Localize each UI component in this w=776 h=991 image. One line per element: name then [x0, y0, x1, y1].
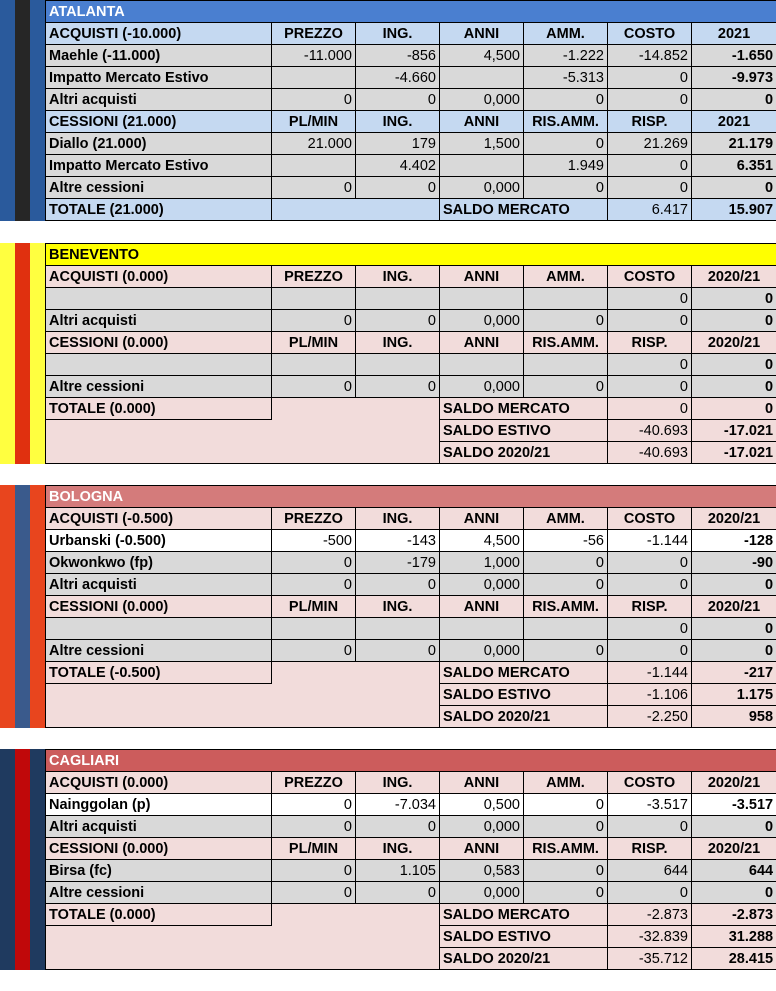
table-row: [46, 155, 776, 177]
column-header: 2020/21: [692, 596, 776, 618]
column-header: COSTO: [608, 23, 692, 45]
column-header: PREZZO: [272, 23, 356, 45]
cell: 0: [272, 376, 356, 398]
column-header: 2020/21: [692, 266, 776, 288]
column-header: PL/MIN: [272, 332, 356, 354]
cell: 0: [524, 376, 608, 398]
column-header: 2021: [692, 111, 776, 133]
cell: 0: [692, 618, 776, 640]
table-row: [46, 89, 776, 111]
table-row: [46, 177, 776, 199]
column-header: ING.: [356, 772, 440, 794]
cell: [440, 354, 524, 376]
column-header: AMM.: [524, 508, 608, 530]
saldo-label: SALDO MERCATO: [440, 398, 608, 420]
atalanta-table: [45, 0, 776, 221]
cell: 6.351: [692, 155, 776, 177]
column-header: ING.: [356, 596, 440, 618]
cell: 0: [356, 640, 440, 662]
cell: 0,000: [440, 640, 524, 662]
cell: 0: [692, 640, 776, 662]
cell: 179: [356, 133, 440, 155]
cell: 0: [692, 354, 776, 376]
row-label: Altre cessioni: [46, 882, 272, 904]
stripe: [0, 0, 15, 221]
total-label: TOTALE (21.000): [46, 199, 272, 221]
column-header: ANNI: [440, 596, 524, 618]
column-header: PL/MIN: [272, 838, 356, 860]
empty-cell: [272, 398, 440, 420]
cell: 0: [608, 882, 692, 904]
saldo-label: SALDO 2020/21: [440, 706, 608, 728]
cell: 0: [272, 574, 356, 596]
column-header: AMM.: [524, 23, 608, 45]
section-header: ACQUISTI (-10.000): [46, 23, 272, 45]
column-header: 2020/21: [692, 772, 776, 794]
cell: 0,000: [440, 816, 524, 838]
team-name: BOLOGNA: [46, 486, 776, 508]
total-label: TOTALE (-0.500): [46, 662, 272, 684]
stripe: [30, 749, 45, 970]
cell: [272, 354, 356, 376]
column-header: RISP.: [608, 332, 692, 354]
table-row: [46, 530, 776, 552]
column-header: AMM.: [524, 266, 608, 288]
saldo-label: SALDO 2020/21: [440, 442, 608, 464]
cell: 0: [692, 89, 776, 111]
row-label: [46, 288, 272, 310]
saldo-total: -2.873: [692, 904, 776, 926]
section-header: ACQUISTI (0.000): [46, 266, 272, 288]
cell: -500: [272, 530, 356, 552]
column-header: ING.: [356, 111, 440, 133]
row-label: [46, 354, 272, 376]
row-label: Impatto Mercato Estivo: [46, 155, 272, 177]
cell: -4.660: [356, 67, 440, 89]
saldo-label: SALDO ESTIVO: [440, 926, 608, 948]
cell: 0: [272, 177, 356, 199]
cell: [356, 288, 440, 310]
cell: 0: [608, 67, 692, 89]
stripe: [0, 485, 15, 728]
cell: 0: [272, 640, 356, 662]
table-row: [46, 574, 776, 596]
row-label: Altri acquisti: [46, 574, 272, 596]
column-header: COSTO: [608, 772, 692, 794]
table-row: [46, 794, 776, 816]
team-name: ATALANTA: [46, 1, 776, 23]
column-header: 2020/21: [692, 332, 776, 354]
section-header: CESSIONI (0.000): [46, 838, 272, 860]
table-row: [46, 640, 776, 662]
cell: 0: [524, 640, 608, 662]
cell: 0: [692, 882, 776, 904]
empty-cell: [272, 904, 440, 926]
section-header: CESSIONI (0.000): [46, 596, 272, 618]
cell: -856: [356, 45, 440, 67]
saldo-row: [46, 706, 776, 728]
bologna-table: [45, 485, 776, 728]
row-label: Altri acquisti: [46, 89, 272, 111]
cell: [440, 155, 524, 177]
cell: 0: [524, 89, 608, 111]
saldo-value: -40.693: [608, 442, 692, 464]
cell: 0: [356, 177, 440, 199]
row-label: Maehle (-11.000): [46, 45, 272, 67]
column-header: RIS.AMM.: [524, 332, 608, 354]
bologna-block: [0, 485, 776, 728]
row-label: [46, 618, 272, 640]
cell: 21.000: [272, 133, 356, 155]
cell: 0: [608, 288, 692, 310]
stripe: [15, 749, 30, 970]
table-row: [46, 133, 776, 155]
column-header: COSTO: [608, 508, 692, 530]
cell: 0: [608, 640, 692, 662]
cell: -179: [356, 552, 440, 574]
row-label: Nainggolan (p): [46, 794, 272, 816]
column-header: RISP.: [608, 111, 692, 133]
cell: -90: [692, 552, 776, 574]
stripe: [15, 243, 30, 464]
saldo-label: SALDO ESTIVO: [440, 420, 608, 442]
cell: -3.517: [692, 794, 776, 816]
cell: 0: [692, 288, 776, 310]
table-row: [46, 816, 776, 838]
cell: 0: [272, 310, 356, 332]
empty-cell: [272, 662, 440, 684]
column-header: RISP.: [608, 596, 692, 618]
saldo-total: -17.021: [692, 420, 776, 442]
saldo-value: -40.693: [608, 420, 692, 442]
cell: 21.179: [692, 133, 776, 155]
column-header: 2021: [692, 23, 776, 45]
cell: -56: [524, 530, 608, 552]
cell: 21.269: [608, 133, 692, 155]
cagliari-block: [0, 749, 776, 970]
saldo-label: SALDO MERCATO: [440, 199, 608, 221]
cell: 0: [356, 882, 440, 904]
team-name: CAGLIARI: [46, 750, 776, 772]
cell: [440, 67, 524, 89]
column-header: ANNI: [440, 838, 524, 860]
totals-row: [46, 662, 776, 684]
cell: 0: [608, 376, 692, 398]
table-row: [46, 376, 776, 398]
cell: [272, 67, 356, 89]
totals-row: [46, 199, 776, 221]
column-header: COSTO: [608, 266, 692, 288]
cell: 1,500: [440, 133, 524, 155]
cell: -128: [692, 530, 776, 552]
empty-cell: [46, 442, 440, 464]
cell: -9.973: [692, 67, 776, 89]
column-header: ANNI: [440, 111, 524, 133]
cell: [524, 354, 608, 376]
cell: 0: [524, 882, 608, 904]
column-header: ANNI: [440, 772, 524, 794]
column-header: PREZZO: [272, 508, 356, 530]
stripe: [30, 243, 45, 464]
cell: 644: [608, 860, 692, 882]
table-row: [46, 860, 776, 882]
cell: 0: [524, 177, 608, 199]
section-header: ACQUISTI (-0.500): [46, 508, 272, 530]
column-header: PL/MIN: [272, 111, 356, 133]
cell: -7.034: [356, 794, 440, 816]
cell: [524, 618, 608, 640]
row-label: Urbanski (-0.500): [46, 530, 272, 552]
empty-cell: [46, 948, 440, 970]
stripe: [30, 485, 45, 728]
cell: 0,500: [440, 794, 524, 816]
column-header: ANNI: [440, 266, 524, 288]
saldo-value: -2.250: [608, 706, 692, 728]
cell: 0: [608, 155, 692, 177]
saldo-row: [46, 420, 776, 442]
saldo-total: 958: [692, 706, 776, 728]
cell: 644: [692, 860, 776, 882]
row-label: Impatto Mercato Estivo: [46, 67, 272, 89]
saldo-row: [46, 684, 776, 706]
cell: -11.000: [272, 45, 356, 67]
cell: 0: [272, 860, 356, 882]
cell: 0: [608, 552, 692, 574]
cell: [272, 155, 356, 177]
cell: 0: [524, 310, 608, 332]
cell: 4.402: [356, 155, 440, 177]
cell: 0: [356, 376, 440, 398]
saldo-total: 1.175: [692, 684, 776, 706]
column-header: RIS.AMM.: [524, 111, 608, 133]
cell: 4,500: [440, 45, 524, 67]
cell: 0: [272, 794, 356, 816]
column-header: ANNI: [440, 332, 524, 354]
cell: 0: [356, 574, 440, 596]
cell: 0: [608, 310, 692, 332]
table-row: [46, 288, 776, 310]
totals-row: [46, 904, 776, 926]
cell: 0: [356, 816, 440, 838]
cell: [440, 288, 524, 310]
saldo-total: 0: [692, 398, 776, 420]
column-header: ING.: [356, 508, 440, 530]
section-header: CESSIONI (0.000): [46, 332, 272, 354]
total-label: TOTALE (0.000): [46, 904, 272, 926]
column-header: ING.: [356, 266, 440, 288]
cell: -143: [356, 530, 440, 552]
stripe: [0, 749, 15, 970]
stripe: [15, 485, 30, 728]
cell: 0: [356, 89, 440, 111]
section-header: CESSIONI (21.000): [46, 111, 272, 133]
cell: 0,000: [440, 574, 524, 596]
saldo-value: 0: [608, 398, 692, 420]
saldo-label: SALDO ESTIVO: [440, 684, 608, 706]
column-header: ING.: [356, 23, 440, 45]
column-header: RISP.: [608, 838, 692, 860]
saldo-row: [46, 442, 776, 464]
team-name: BENEVENTO: [46, 244, 776, 266]
benevento-table: [45, 243, 776, 464]
column-header: 2020/21: [692, 838, 776, 860]
row-label: Birsa (fc): [46, 860, 272, 882]
table-row: [46, 354, 776, 376]
stripe: [15, 0, 30, 221]
column-header: PL/MIN: [272, 596, 356, 618]
cell: 4,500: [440, 530, 524, 552]
cell: 0: [608, 177, 692, 199]
cell: [272, 288, 356, 310]
saldo-value: -32.839: [608, 926, 692, 948]
empty-cell: [272, 199, 440, 221]
cell: 0: [272, 816, 356, 838]
column-header: PREZZO: [272, 772, 356, 794]
table-row: [46, 45, 776, 67]
saldo-total: -217: [692, 662, 776, 684]
cell: -5.313: [524, 67, 608, 89]
saldo-row: [46, 926, 776, 948]
row-label: Diallo (21.000): [46, 133, 272, 155]
cell: 1.949: [524, 155, 608, 177]
stripe: [30, 0, 45, 221]
saldo-total: 15.907: [692, 199, 776, 221]
cell: 0: [524, 552, 608, 574]
cell: [356, 354, 440, 376]
saldo-value: -1.106: [608, 684, 692, 706]
column-header: 2020/21: [692, 508, 776, 530]
cell: 0: [524, 133, 608, 155]
cell: 0: [692, 376, 776, 398]
table-row: [46, 552, 776, 574]
cell: -1.222: [524, 45, 608, 67]
cell: -1.650: [692, 45, 776, 67]
cell: 0: [272, 89, 356, 111]
empty-cell: [46, 684, 440, 706]
cell: 0,000: [440, 376, 524, 398]
atalanta-block: [0, 0, 776, 221]
stripe: [0, 243, 15, 464]
column-header: RIS.AMM.: [524, 596, 608, 618]
cell: 1,000: [440, 552, 524, 574]
cell: [356, 618, 440, 640]
table-row: [46, 67, 776, 89]
row-label: Altri acquisti: [46, 310, 272, 332]
cell: 0: [692, 816, 776, 838]
cell: 0,583: [440, 860, 524, 882]
cell: 0: [608, 89, 692, 111]
cell: 0: [356, 310, 440, 332]
cell: [524, 288, 608, 310]
cell: 0: [524, 574, 608, 596]
cell: 0: [692, 177, 776, 199]
saldo-value: -2.873: [608, 904, 692, 926]
section-header: ACQUISTI (0.000): [46, 772, 272, 794]
column-header: PREZZO: [272, 266, 356, 288]
cell: -14.852: [608, 45, 692, 67]
cell: 0: [272, 552, 356, 574]
benevento-block: [0, 243, 776, 464]
cell: -3.517: [608, 794, 692, 816]
cell: 0: [692, 574, 776, 596]
cell: 0: [524, 794, 608, 816]
total-label: TOTALE (0.000): [46, 398, 272, 420]
column-header: ANNI: [440, 508, 524, 530]
row-label: Okwonkwo (fp): [46, 552, 272, 574]
saldo-value: -1.144: [608, 662, 692, 684]
saldo-label: SALDO 2020/21: [440, 948, 608, 970]
cell: 0: [608, 816, 692, 838]
cell: 0: [692, 310, 776, 332]
cell: 0: [272, 882, 356, 904]
empty-cell: [46, 926, 440, 948]
saldo-total: 28.415: [692, 948, 776, 970]
column-header: ING.: [356, 838, 440, 860]
saldo-value: 6.417: [608, 199, 692, 221]
cell: 0: [608, 354, 692, 376]
cell: 0,000: [440, 177, 524, 199]
row-label: Altri acquisti: [46, 816, 272, 838]
cell: [272, 618, 356, 640]
saldo-value: -35.712: [608, 948, 692, 970]
cell: 1.105: [356, 860, 440, 882]
row-label: Altre cessioni: [46, 640, 272, 662]
table-row: [46, 882, 776, 904]
row-label: Altre cessioni: [46, 376, 272, 398]
cell: -1.144: [608, 530, 692, 552]
cell: 0,000: [440, 882, 524, 904]
cell: 0,000: [440, 310, 524, 332]
cell: 0: [608, 574, 692, 596]
saldo-total: 31.288: [692, 926, 776, 948]
saldo-row: [46, 948, 776, 970]
saldo-label: SALDO MERCATO: [440, 904, 608, 926]
table-row: [46, 310, 776, 332]
column-header: ANNI: [440, 23, 524, 45]
cell: [440, 618, 524, 640]
empty-cell: [46, 420, 440, 442]
saldo-total: -17.021: [692, 442, 776, 464]
row-label: Altre cessioni: [46, 177, 272, 199]
totals-row: [46, 398, 776, 420]
cell: 0,000: [440, 89, 524, 111]
empty-cell: [46, 706, 440, 728]
cell: 0: [524, 816, 608, 838]
column-header: ING.: [356, 332, 440, 354]
cell: 0: [608, 618, 692, 640]
column-header: RIS.AMM.: [524, 838, 608, 860]
cagliari-table: [45, 749, 776, 970]
table-row: [46, 618, 776, 640]
column-header: AMM.: [524, 772, 608, 794]
saldo-label: SALDO MERCATO: [440, 662, 608, 684]
cell: 0: [524, 860, 608, 882]
